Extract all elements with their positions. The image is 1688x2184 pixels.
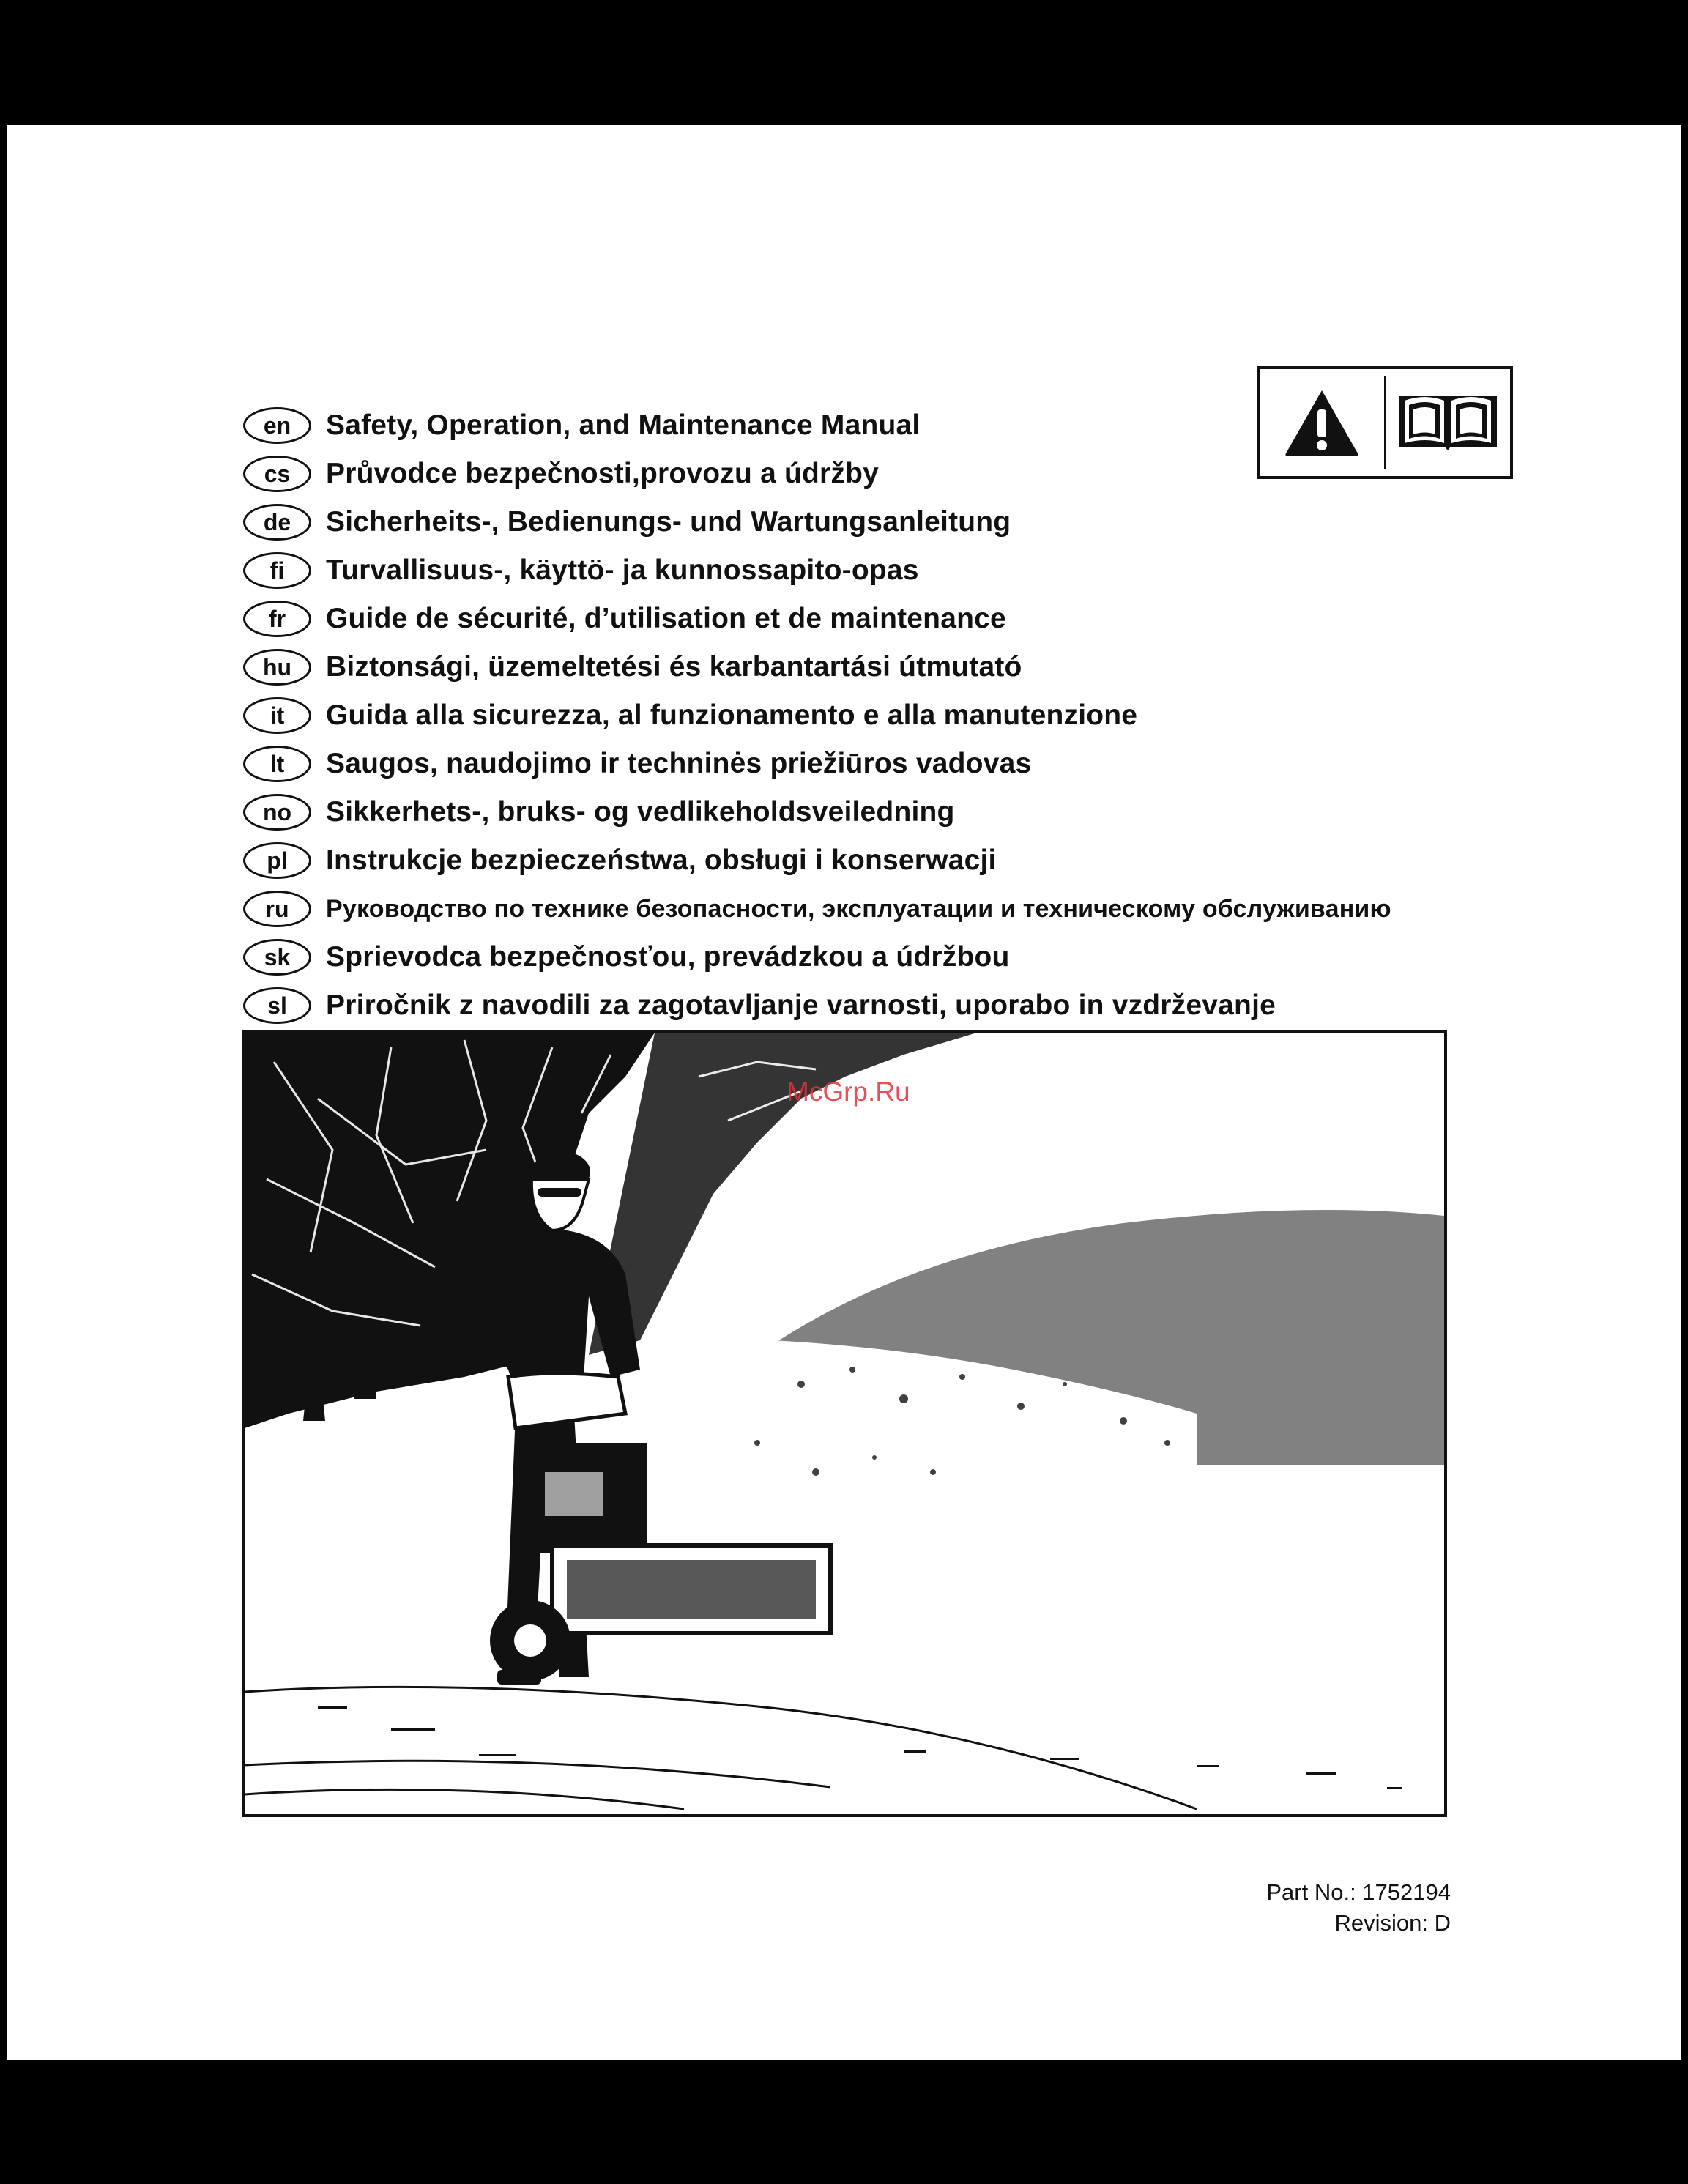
language-title: Руководство по технике безопасности, эксплуатации и техническому обслуживанию xyxy=(326,894,1391,923)
language-code-badge: no xyxy=(243,794,311,831)
language-row-lt xyxy=(243,740,1391,788)
language-title: Biztonsági, üzemeltetési és karbantartási útmutató xyxy=(326,651,1022,683)
safety-icon-panel xyxy=(1257,366,1513,479)
language-code-badge: cs xyxy=(243,456,311,492)
language-title: Guida alla sicurezza, al funzionamento e alla manutenzione xyxy=(326,699,1138,731)
language-code-badge: hu xyxy=(243,649,311,686)
language-code-badge: fr xyxy=(243,601,311,637)
language-row-no xyxy=(243,788,1391,836)
language-row-fr xyxy=(243,595,1391,643)
revision: Revision: D xyxy=(1334,1910,1451,1936)
open-book-icon xyxy=(1386,369,1511,476)
language-row-it xyxy=(243,691,1391,740)
language-code-badge: it xyxy=(243,697,311,734)
language-row-ru xyxy=(243,885,1391,933)
language-title: Sprievodca bezpečnosťou, prevádzkou a údržbou xyxy=(326,941,1010,973)
language-code-badge: lt xyxy=(243,746,311,782)
language-title: Guide de sécurité, d’utilisation et de maintenance xyxy=(326,603,1006,634)
language-title: Průvodce bezpečnosti,provozu a údržby xyxy=(326,458,880,489)
language-code-badge: sl xyxy=(243,987,311,1024)
language-title: Priročnik z navodili za zagotavljanje varnosti, uporabo in vzdrževanje xyxy=(326,989,1276,1021)
language-row-hu xyxy=(243,643,1391,691)
watermark-text: McGrp.Ru xyxy=(787,1077,910,1107)
language-row-sl xyxy=(243,981,1391,1030)
language-code-badge: fi xyxy=(243,552,311,589)
language-title: Sicherheits-, Bedienungs- und Wartungsanleitung xyxy=(326,506,1011,538)
part-number: Part No.: 1752194 xyxy=(1266,1879,1451,1905)
language-code-badge: pl xyxy=(243,842,311,879)
language-title: Turvallisuus-, käyttö- ja kunnossapito-opas xyxy=(326,554,919,586)
language-title-list xyxy=(243,401,1391,1078)
language-row-pl xyxy=(243,836,1391,885)
snow-blower-photo xyxy=(242,1030,1447,1817)
language-title: Safety, Operation, and Maintenance Manual xyxy=(326,409,921,441)
part-info xyxy=(1266,1877,1451,1939)
warning-triangle-icon xyxy=(1260,369,1384,476)
language-row-cs xyxy=(243,450,1391,498)
language-title: Sikkerhets-, bruks- og vedlikeholdsveiledning xyxy=(326,796,955,828)
language-code-badge: ru xyxy=(243,891,311,927)
language-row-de xyxy=(243,498,1391,546)
language-row-fi xyxy=(243,546,1391,595)
language-row-sk xyxy=(243,933,1391,981)
language-row-en xyxy=(243,401,1391,450)
language-title: Saugos, naudojimo ir techninės priežiūros vadovas xyxy=(326,748,1032,779)
language-code-badge: de xyxy=(243,504,311,541)
manual-cover-page xyxy=(7,125,1681,2060)
language-title: Instrukcje bezpieczeństwa, obsługi i konserwacji xyxy=(326,844,997,876)
language-code-badge: en xyxy=(243,407,311,444)
language-code-badge: sk xyxy=(243,939,311,976)
